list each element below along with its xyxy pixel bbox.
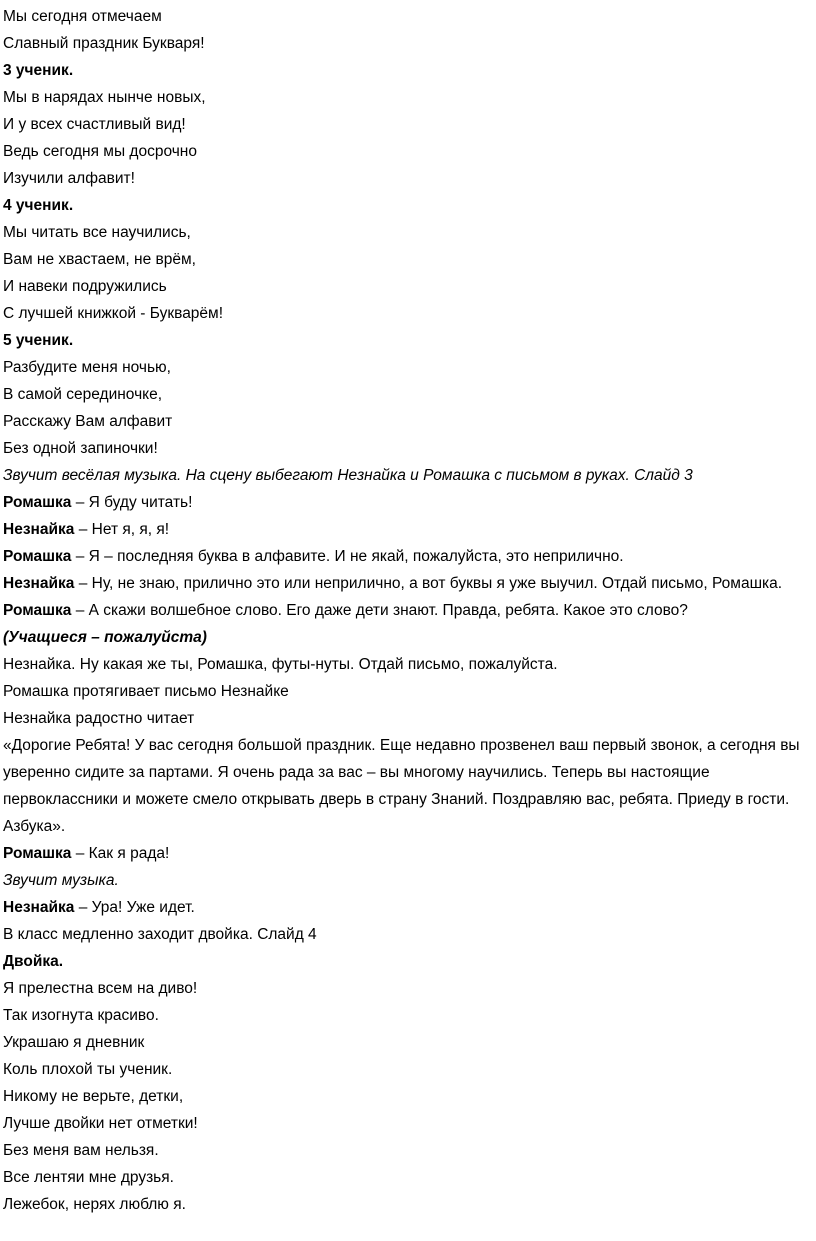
letter-text: «Дорогие Ребята! У вас сегодня большой праздник. Еще недавно прозвенел ваш первый звонок, а сегодня вы уверенно сидите за партами. Я очень рада за вас – вы многому научились. Теперь вы настоящие первоклассники и можете смело открывать дверь в страну Знаний. Поздравляю вас, ребята. Приеду в гости. Азбука».: [3, 737, 800, 835]
speaker-heading: 4 ученик.: [3, 197, 74, 214]
text-line: Незнайка. Ну какая же ты, Ромашка, футы-нуты. Отдай письмо, пожалуйста.: [3, 656, 558, 673]
text-line: Незнайка радостно читает: [3, 710, 195, 727]
speaker-name: Незнайка: [3, 575, 75, 592]
text-line: С лучшей книжкой - Букварём!: [3, 305, 224, 322]
speaker-name: Незнайка: [3, 521, 75, 538]
speaker-heading: Двойка.: [3, 953, 64, 970]
text-line: Вам не хвастаем, не врём,: [3, 251, 196, 268]
text-line: Ведь сегодня мы досрочно: [3, 143, 197, 160]
text-line: Все лентяи мне друзья.: [3, 1169, 174, 1186]
stage-direction: Звучит весёлая музыка. На сцену выбегают Незнайка и Ромашка с письмом в руках. Слайд 3: [3, 467, 693, 484]
text-line: Мы читать все научились,: [3, 224, 191, 241]
speaker-name: Ромашка: [3, 548, 72, 565]
dialogue-text: – Ура! Уже идет.: [74, 899, 195, 916]
dialogue-text: – Я – последняя буква в алфавите. И не якай, пожалуйста, это неприлично.: [71, 548, 624, 565]
dialogue-text: – Как я рада!: [71, 845, 170, 862]
text-line: Никому не верьте, детки,: [3, 1088, 184, 1105]
text-line: Мы в нарядах нынче новых,: [3, 89, 206, 106]
dialogue-text: – Я буду читать!: [71, 494, 193, 511]
text-line: Лежебок, нерях люблю я.: [3, 1196, 186, 1213]
text-line: Славный праздник Букваря!: [3, 35, 205, 52]
speaker-heading: 5 ученик.: [3, 332, 74, 349]
speaker-name: Ромашка: [3, 845, 72, 862]
stage-direction: (Учащиеся – пожалуйста): [3, 629, 207, 646]
text-line: Я прелестна всем на диво!: [3, 980, 198, 997]
dialogue-line: [3, 543, 806, 570]
dialogue-line: [3, 570, 806, 597]
text-line: И навеки подружились: [3, 278, 167, 295]
speaker-heading: 3 ученик.: [3, 62, 74, 79]
stage-direction: Звучит музыка.: [3, 872, 119, 889]
dialogue-line: [3, 840, 806, 867]
dialogue-line: [3, 597, 806, 624]
dialogue-text: – А скажи волшебное слово. Его даже дети знают. Правда, ребята. Какое это слово?: [71, 602, 688, 619]
speaker-name: Ромашка: [3, 494, 72, 511]
speaker-name: Незнайка: [3, 899, 75, 916]
text-line: Разбудите меня ночью,: [3, 359, 171, 376]
text-line: В самой серединочке,: [3, 386, 163, 403]
dialogue-text: – Нет я, я, я!: [74, 521, 170, 538]
text-line: Ромашка протягивает письмо Незнайке: [3, 683, 289, 700]
speaker-name: Ромашка: [3, 602, 72, 619]
text-line: Мы сегодня отмечаем: [3, 8, 162, 25]
text-line: Украшаю я дневник: [3, 1034, 145, 1051]
dialogue-line: [3, 489, 806, 516]
text-line: И у всех счастливый вид!: [3, 116, 186, 133]
text-line: Так изогнута красиво.: [3, 1007, 159, 1024]
text-line: Коль плохой ты ученик.: [3, 1061, 173, 1078]
text-line: Лучше двойки нет отметки!: [3, 1115, 198, 1132]
dialogue-line: [3, 516, 806, 543]
text-line: Расскажу Вам алфавит: [3, 413, 173, 430]
text-line: Без меня вам нельзя.: [3, 1142, 159, 1159]
text-line: Изучили алфавит!: [3, 170, 135, 187]
dialogue-line: [3, 894, 806, 921]
dialogue-text: – Ну, не знаю, прилично это или неприлично, а вот буквы я уже выучил. Отдай письмо, Ромашка.: [74, 575, 783, 592]
text-line: В класс медленно заходит двойка. Слайд 4: [3, 926, 317, 943]
text-line: Без одной запиночки!: [3, 440, 158, 457]
